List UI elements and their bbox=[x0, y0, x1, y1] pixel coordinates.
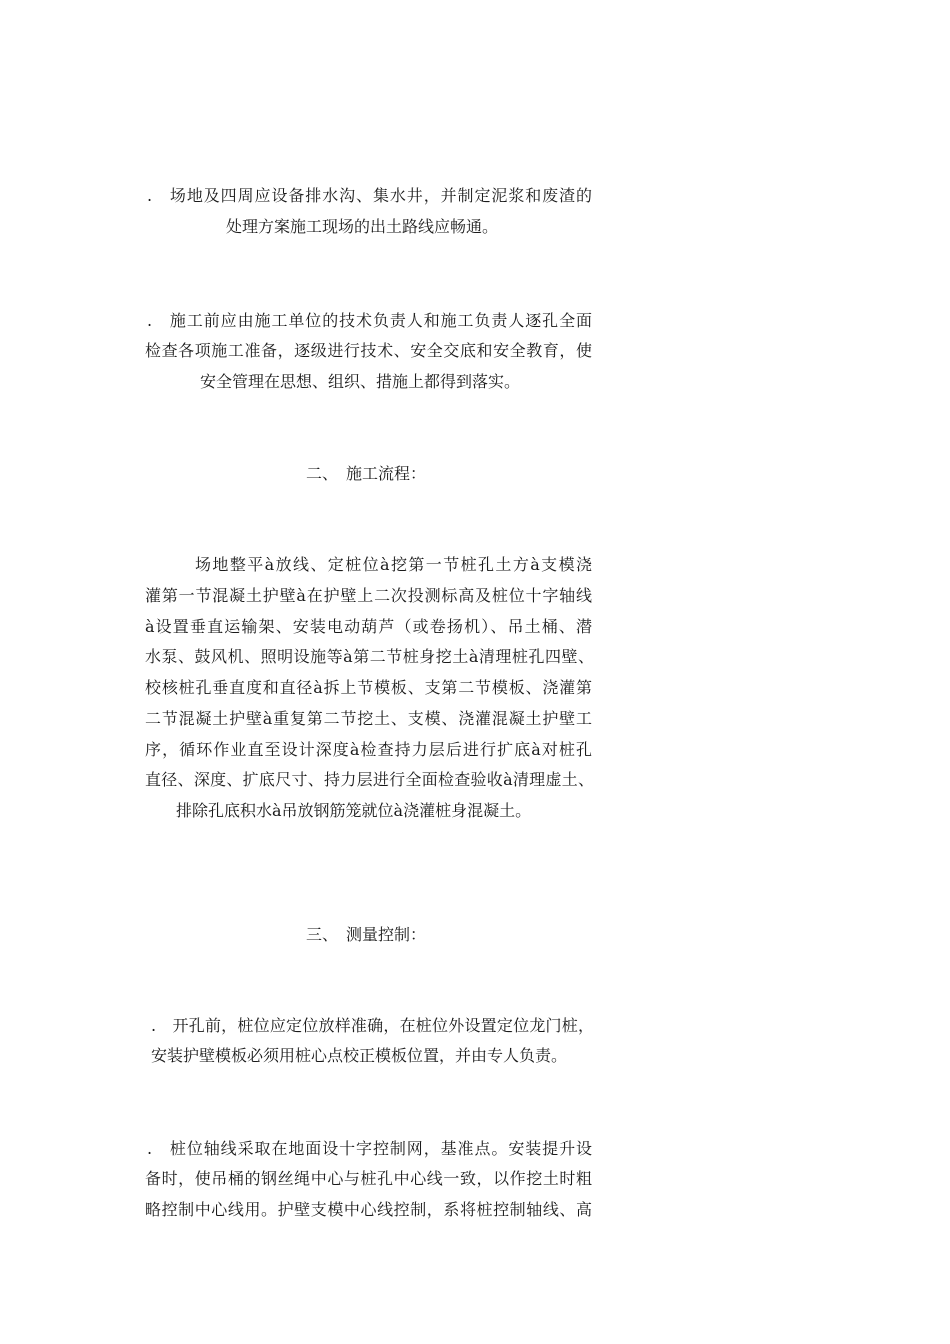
paragraph-1-line-1: . 场地及四周应设备排水沟、集水井，并制定泥浆和废渣的 bbox=[147, 186, 592, 205]
paragraph-5-line-3: 略控制中心线用。护壁支模中心线控制，系将桩控制轴线、高 bbox=[145, 1200, 592, 1219]
paragraph-2-line-1: . 施工前应由施工单位的技术负责人和施工负责人逐孔全面 bbox=[147, 311, 592, 330]
paragraph-2-line-3: 安全管理在思想、组织、措施上都得到落实。 bbox=[200, 372, 521, 391]
paragraph-3-line-6: 二节混凝土护壁à重复第二节挖土、支模、浇灌混凝土护壁工 bbox=[145, 709, 592, 728]
paragraph-4-line-1: . 开孔前，桩位应定位放样准确，在桩位外设置定位龙门桩， bbox=[151, 1016, 594, 1035]
section-heading-3: 三、 测量控制： bbox=[306, 925, 427, 944]
paragraph-1-line-2: 处理方案施工现场的出土路线应畅通。 bbox=[226, 217, 499, 236]
paragraph-3-line-3: à设置垂直运输架、安装电动葫芦（或卷扬机）、吊土桶、潜 bbox=[145, 617, 592, 636]
paragraph-3-line-2: 灌第一节混凝土护壁à在护壁上二次投测标高及桩位十字轴线 bbox=[145, 586, 592, 605]
paragraph-5-line-2: 备时，使吊桶的钢丝绳中心与桩孔中心线一致，以作挖土时粗 bbox=[145, 1169, 592, 1188]
paragraph-3-line-5: 校核桩孔垂直度和直径à拆上节模板、支第二节模板、浇灌第 bbox=[145, 678, 592, 697]
paragraph-3-line-9: 排除孔底积水à吊放钢筋笼就位à浇灌桩身混凝土。 bbox=[176, 801, 532, 820]
paragraph-3-line-7: 序，循环作业直至设计深度à检查持力层后进行扩底à对桩孔 bbox=[145, 740, 592, 759]
paragraph-4-line-2: 安装护壁模板必须用桩心点校正模板位置，并由专人负责。 bbox=[151, 1046, 568, 1065]
paragraph-3-line-1: 场地整平à放线、定桩位à挖第一节桩孔土方à支模浇 bbox=[195, 555, 592, 574]
paragraph-3-line-8: 直径、深度、扩底尺寸、持力层进行全面检查验收à清理虚土、 bbox=[145, 770, 594, 789]
section-heading-2: 二、 施工流程： bbox=[306, 464, 427, 483]
paragraph-2-line-2: 检查各项施工准备，逐级进行技术、安全交底和安全教育，使 bbox=[145, 341, 592, 360]
paragraph-5-line-1: . 桩位轴线采取在地面设十字控制网，基准点。安装提升设 bbox=[147, 1139, 592, 1158]
paragraph-3-line-4: 水泵、鼓风机、照明设施等à第二节桩身挖土à清理桩孔四壁、 bbox=[145, 647, 594, 666]
